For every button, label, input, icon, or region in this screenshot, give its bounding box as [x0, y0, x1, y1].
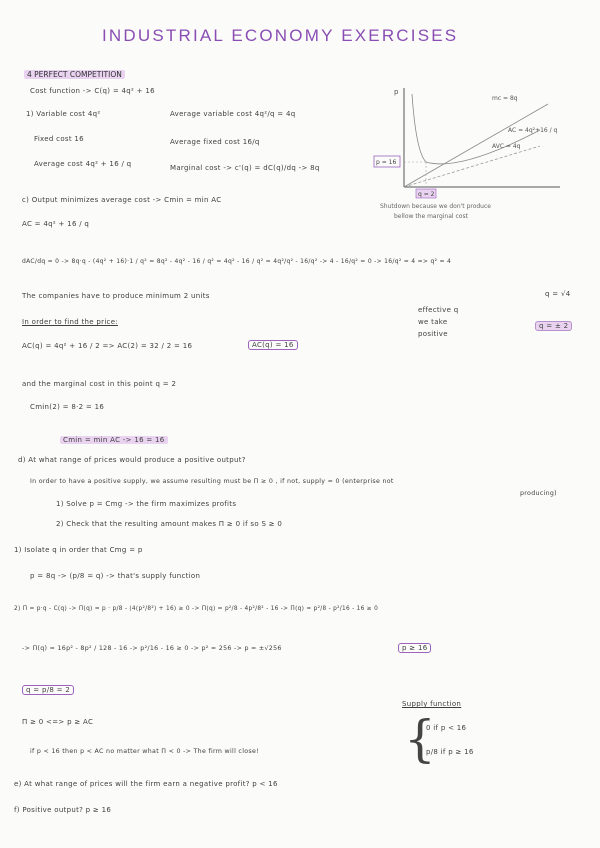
firm-closes-note: if p < 16 then p < AC no matter what Π < 0 -> The firm will close! [30, 748, 259, 755]
derivative-line: dAC/dq = 0 -> 8q·q - (4q² + 16)·1 / q² = 8q² - 4q² - 16 / q² = 4q² - 16 / q² = 4q²/q² - 16/q² -> 4 - 16/q² = 0 -> 16/q² = 4 => q² = 4 [22, 258, 452, 265]
supply-derivation: p = 8q -> (p/8 = q) -> that's supply function [30, 572, 201, 580]
profit-step-b: -> Π(q) = 16p² - 8p² / 128 - 16 -> p²/16 - 16 ≥ 0 -> p² = 256 -> p = ±√256 [22, 645, 282, 652]
companies-min: The companies have to produce minimum 2 units [22, 292, 210, 300]
average-fixed-cost: Average fixed cost 16/q [170, 138, 260, 146]
mc-curve [404, 104, 548, 187]
graph-note-1: Shutdown because we don't produce [380, 203, 491, 210]
cost-function: Cost function -> C(q) = 4q² + 16 [30, 87, 155, 95]
part-d-step-2: 2) Check that the resulting amount makes Π ≥ 0 if so S ≥ 0 [56, 520, 283, 528]
effective-note-2: we take [418, 318, 448, 326]
isolate-q: 1) Isolate q in order that Cmg = p [14, 546, 143, 554]
ac-expression: AC = 4q² + 16 / q [22, 220, 90, 228]
label-mc: mc = 8q [492, 95, 518, 102]
cost-curves-graph [370, 82, 575, 222]
ac-calculation: AC(q) = 4q² + 16 / 2 => AC(2) = 32 / 2 = 16 [22, 342, 193, 350]
marginal-cost: Marginal cost -> c'(q) = dC(q)/dq -> 8q [170, 164, 320, 172]
average-variable-cost: Average variable cost 4q²/q = 4q [170, 110, 296, 118]
sqrt-root: q = √4 [545, 290, 571, 298]
part-d-assumption: In order to have a positive supply, we assume resulting must be Π ≥ 0 , if not, supply = 0 (enterprise not [30, 478, 394, 485]
marginal-point: and the marginal cost in this point q = 2 [22, 380, 177, 388]
avc-curve [404, 146, 540, 187]
page-title: INDUSTRIAL ECONOMY EXERCISES [102, 26, 459, 45]
part-c-heading: c) Output minimizes average cost -> Cmin = min AC [22, 196, 222, 204]
label-p16: p = 16 [376, 159, 397, 166]
axis-label-p: p [394, 88, 399, 96]
part-d-assumption-cont: producing) [520, 490, 557, 497]
boxed-quantity-result: q = p/8 = 2 [22, 686, 74, 694]
boxed-q-result: q = ± 2 [535, 322, 572, 330]
fixed-cost: Fixed cost 16 [34, 135, 84, 143]
label-ac: AC = 4q²+16 / q [508, 127, 558, 134]
piecewise-brace: { [404, 710, 436, 768]
average-cost: Average cost 4q² + 16 / q [34, 160, 132, 168]
label-q2: q = 2 [418, 191, 435, 198]
supply-function-title: Supply function [402, 700, 462, 708]
boxed-ac-result: AC(q) = 16 [248, 341, 298, 349]
effective-note-3: positive [418, 330, 448, 338]
effective-note-1: effective q [418, 306, 459, 314]
boxed-price-result: p ≥ 16 [398, 644, 431, 652]
part-e-question: e) At what range of prices will the firm earn a negative profit? p < 16 [14, 780, 278, 788]
part-d-question: d) At what range of prices would produce a positive output? [18, 456, 246, 464]
profit-step-a: 2) Π = p·q - C(q) -> Π(q) = p · p/8 - (4(p²/8²) + 16) ≥ 0 -> Π(q) = p²/8 - 4p²/8² - 16 -> Π(q) = p²/8 - p²/16 - 16 ≥ 0 [14, 606, 379, 612]
part-f-positive-output: f) Positive output? p ≥ 16 [14, 806, 112, 814]
variable-cost: 1) Variable cost 4q² [26, 110, 101, 118]
cmin-equals-min-ac: Cmin = min AC -> 16 = 16 [60, 436, 168, 444]
piecewise-case-1: 0 if p < 16 [426, 724, 467, 732]
profit-condition: Π ≥ 0 <=> p ≥ AC [22, 718, 94, 726]
graph-note-2: bellow the marginal cost [394, 213, 468, 220]
section-heading: 4 PERFECT COMPETITION [24, 70, 125, 79]
label-avc: AVC = 4q [492, 143, 521, 150]
part-d-step-1: 1) Solve p = Cmg -> the firm maximizes profits [56, 500, 237, 508]
piecewise-case-2: p/8 if p ≥ 16 [426, 748, 474, 756]
cmin-value: Cmin(2) = 8·2 = 16 [30, 403, 105, 411]
find-price: In order to find the price: [22, 318, 118, 326]
